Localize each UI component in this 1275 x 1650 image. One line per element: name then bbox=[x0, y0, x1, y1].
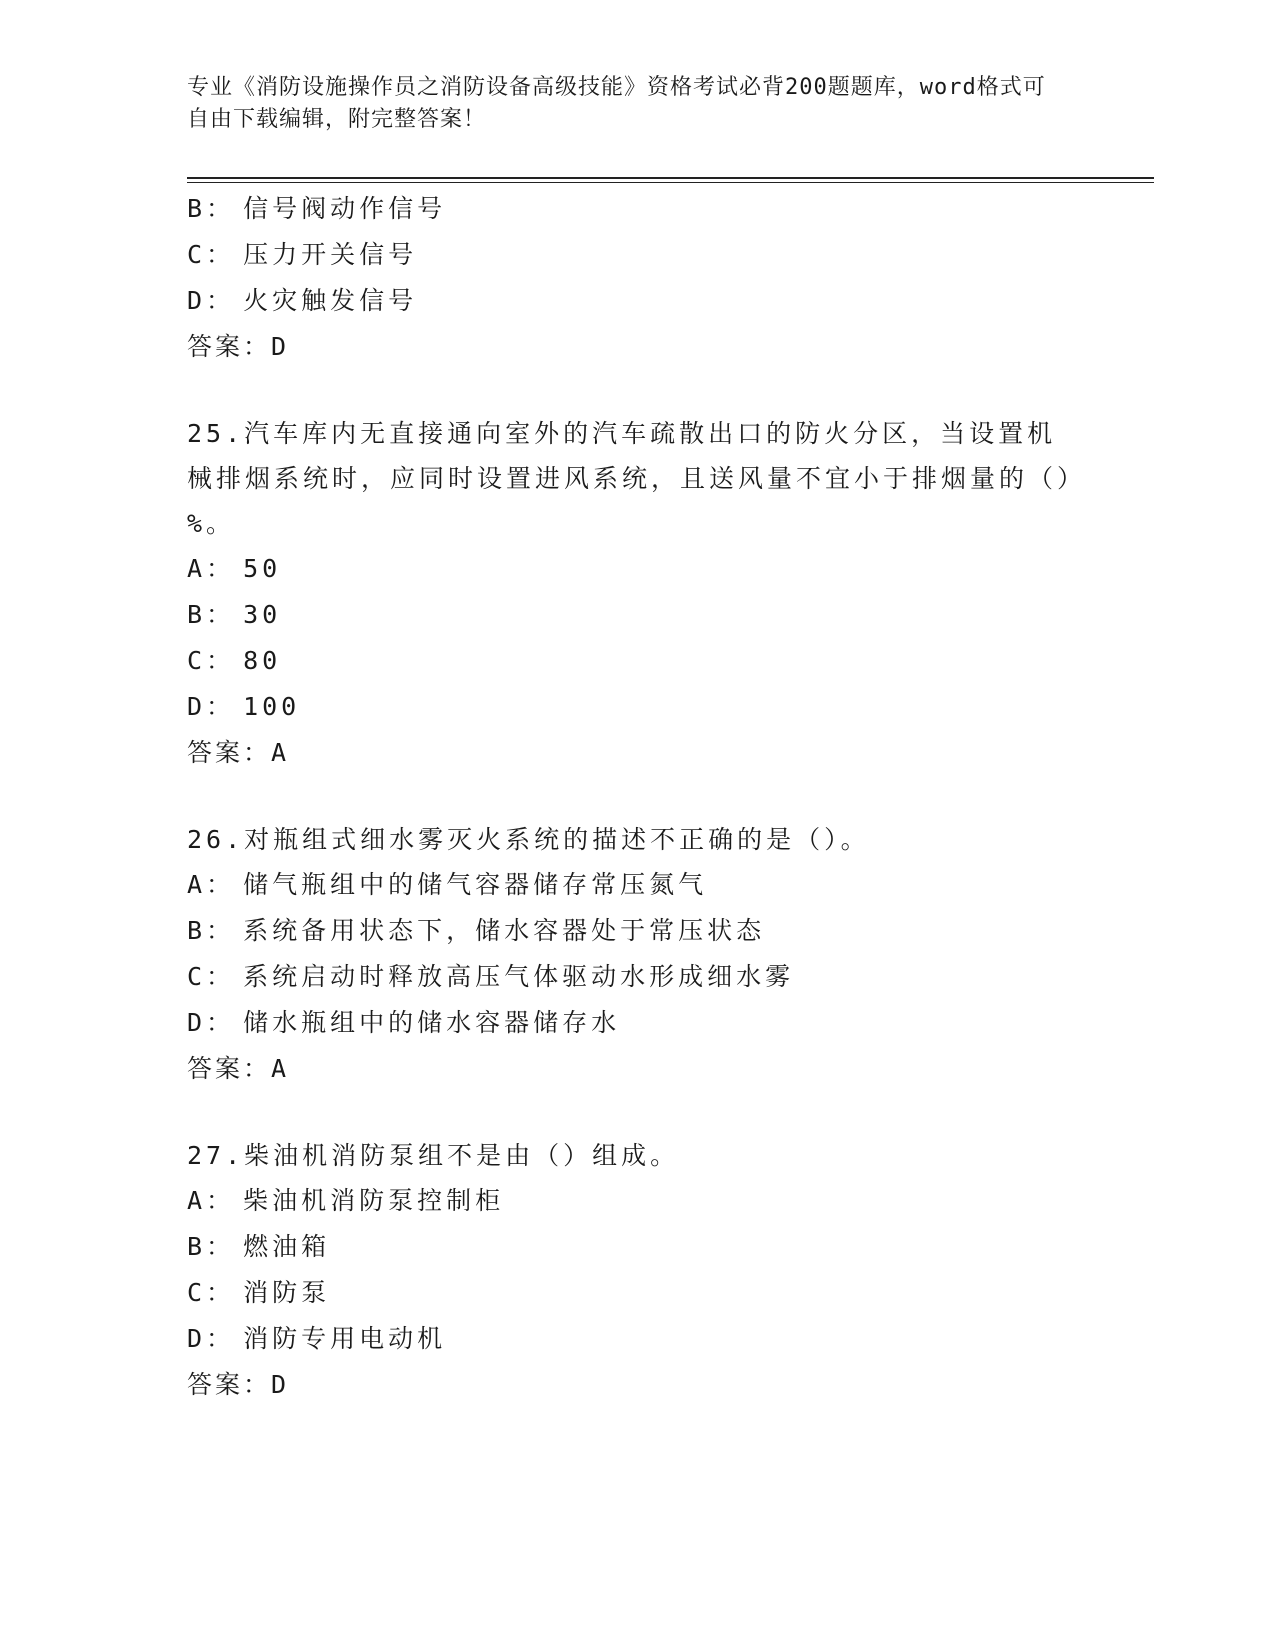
question-block-25 bbox=[187, 411, 1087, 776]
option-c: C： 80 bbox=[187, 646, 282, 675]
option-d: D： 储水瓶组中的储水容器储存水 bbox=[187, 1008, 621, 1037]
answer-label: 答案：A bbox=[187, 738, 290, 767]
option-a: A： 柴油机消防泵控制柜 bbox=[187, 1186, 505, 1215]
option-a: A： 储气瓶组中的储气容器储存常压氮气 bbox=[187, 870, 708, 899]
header-rule-thin bbox=[187, 182, 1154, 183]
question-block-27 bbox=[187, 1133, 1087, 1408]
page-header: 专业《消防设施操作员之消防设备高级技能》资格考试必背200题题库，word格式可自由下载编辑，附完整答案！ bbox=[187, 75, 1046, 132]
option-a: A： 50 bbox=[187, 554, 282, 583]
question-stem: 27.柴油机消防泵组不是由（）组成。 bbox=[187, 1141, 680, 1170]
option-d: D： 消防专用电动机 bbox=[187, 1324, 447, 1353]
option-c: C： 压力开关信号 bbox=[187, 240, 418, 269]
answer-label: 答案：D bbox=[187, 332, 290, 361]
header-rule-thick bbox=[187, 177, 1154, 179]
question-block-26 bbox=[187, 817, 1087, 1092]
option-b: B： 信号阀动作信号 bbox=[187, 194, 447, 223]
answer-label: 答案：D bbox=[187, 1370, 290, 1399]
option-d: D： 100 bbox=[187, 692, 301, 721]
option-d: D： 火灾触发信号 bbox=[187, 286, 418, 315]
option-c: C： 系统启动时释放高压气体驱动水形成细水雾 bbox=[187, 962, 795, 991]
question-stem: 25.汽车库内无直接通向室外的汽车疏散出口的防火分区，当设置机械排烟系统时，应同时设置进风系统，且送风量不宜小于排烟量的（）%。 bbox=[187, 419, 1074, 538]
option-b: B： 30 bbox=[187, 600, 282, 629]
answer-label: 答案：A bbox=[187, 1054, 290, 1083]
option-b: B： 燃油箱 bbox=[187, 1232, 331, 1261]
question-stem: 26.对瓶组式细水雾灭火系统的描述不正确的是（）。 bbox=[187, 825, 870, 854]
question-block-partial bbox=[187, 186, 1087, 370]
option-b: B： 系统备用状态下，储水容器处于常压状态 bbox=[187, 916, 766, 945]
option-c: C： 消防泵 bbox=[187, 1278, 331, 1307]
question-list bbox=[187, 186, 1087, 1408]
